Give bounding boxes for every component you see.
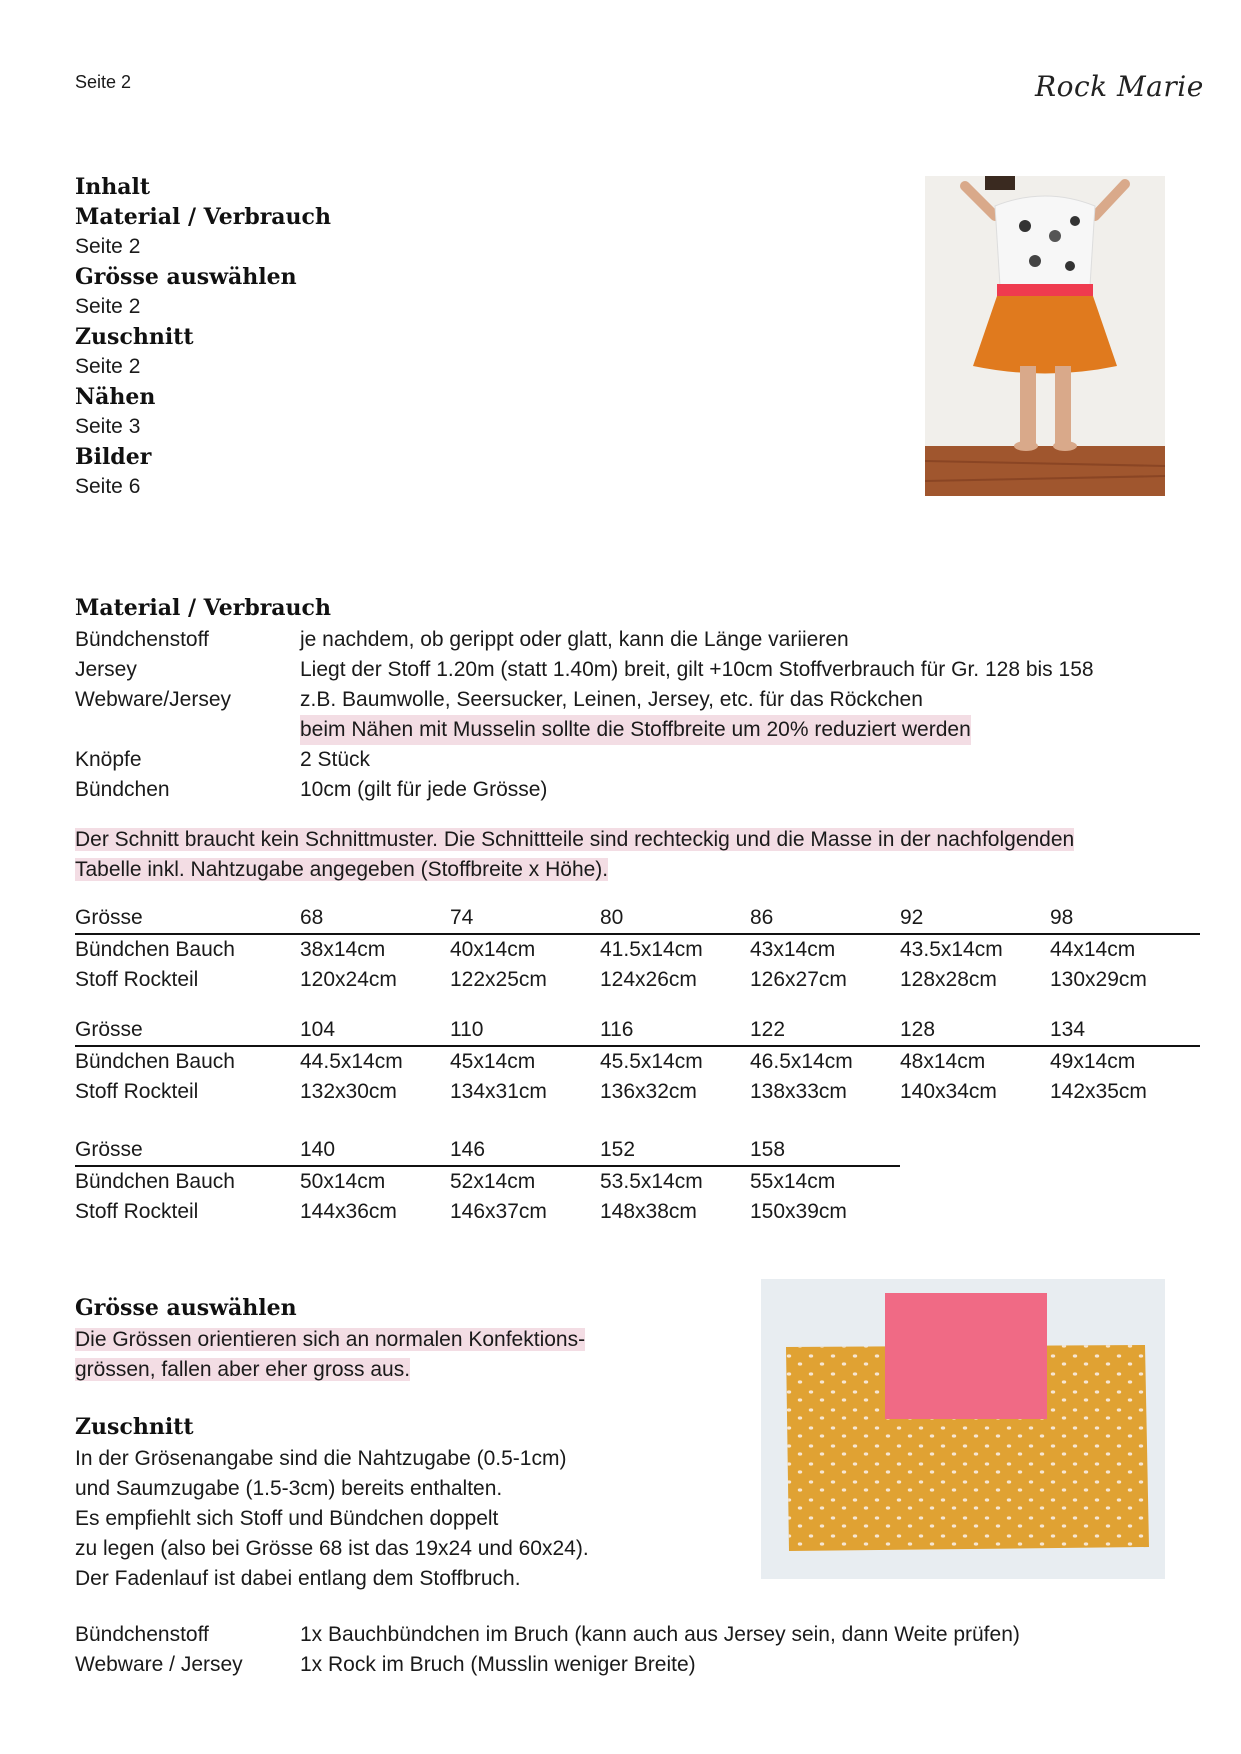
skirt-cell: 142x35cm: [1050, 1080, 1147, 1103]
skirt-cell: 126x27cm: [750, 968, 847, 991]
material-label: Webware/Jersey: [75, 688, 232, 711]
toc-item-title: Grösse auswählen: [75, 264, 297, 290]
logo: Rock Marie: [1035, 70, 1204, 103]
table-of-contents: [75, 172, 331, 502]
pattern-note-line: Der Schnitt braucht kein Schnittmuster. Die Schnittteile sind rechteckig und die Masse in der nachfolgenden: [75, 828, 1075, 851]
skirt-photo: [925, 176, 1165, 496]
pattern-note: [75, 825, 1165, 885]
skirt-cell: 120x24cm: [300, 968, 397, 991]
size-cell: 140: [300, 1135, 450, 1166]
toc-item-page: Seite 6: [75, 475, 141, 498]
row-label: Bündchen Bauch: [75, 1050, 235, 1073]
size-cell: 98: [1050, 903, 1200, 934]
size-table: [75, 903, 1200, 995]
size-row: [75, 1135, 900, 1166]
waistband-cell: 52x14cm: [450, 1170, 536, 1193]
size-select-line: Die Grössen orientieren sich an normalen Konfektions-: [75, 1328, 586, 1351]
waistband-cell: 55x14cm: [750, 1170, 836, 1193]
cutting-text: [75, 1444, 589, 1594]
cutting-heading: Zuschnitt: [75, 1414, 194, 1440]
size-cell: 86: [750, 903, 900, 934]
size-cell: 104: [300, 1015, 450, 1046]
material-label: Bündchenstoff: [75, 628, 209, 651]
material-row: [75, 685, 1175, 715]
skirt-cell: 140x34cm: [900, 1080, 997, 1103]
skirt-cell: 148x38cm: [600, 1200, 697, 1223]
size-cell: 158: [750, 1135, 900, 1166]
size-table: [75, 1135, 900, 1227]
waistband-cell: 44.5x14cm: [300, 1050, 403, 1073]
cutting-label: Bündchenstoff: [75, 1623, 209, 1646]
pattern-note-line: Tabelle inkl. Nahtzugabe angegeben (Stoffbreite x Höhe).: [75, 858, 609, 881]
skirt-row: [75, 965, 1200, 995]
waistband-cell: 44x14cm: [1050, 938, 1136, 961]
material-row: [75, 655, 1175, 685]
size-cell: 92: [900, 903, 1050, 934]
toc-item-page: Seite 2: [75, 235, 141, 258]
material-label: Bündchen: [75, 778, 170, 801]
skirt-cell: 130x29cm: [1050, 968, 1147, 991]
skirt-cell: 122x25cm: [450, 968, 547, 991]
waistband-cell: 45x14cm: [450, 1050, 536, 1073]
waistband-row: [75, 1046, 1200, 1077]
row-label: Grösse: [75, 1135, 300, 1166]
size-cell: 152: [600, 1135, 750, 1166]
size-cell: 116: [600, 1015, 750, 1046]
material-label: Jersey: [75, 658, 137, 681]
skirt-cell: 124x26cm: [600, 968, 697, 991]
size-row: [75, 1015, 1200, 1046]
material-value: 2 Stück: [300, 748, 371, 771]
size-cell: 74: [450, 903, 600, 934]
size-cell: 110: [450, 1015, 600, 1046]
cutting-line: und Saumzugabe (1.5-3cm) bereits enthalten.: [75, 1477, 503, 1500]
skirt-cell: 128x28cm: [900, 968, 997, 991]
material-heading: Material / Verbrauch: [75, 595, 331, 621]
waistband-cell: 40x14cm: [450, 938, 536, 961]
skirt-cell: 146x37cm: [450, 1200, 547, 1223]
skirt-cell: 138x33cm: [750, 1080, 847, 1103]
material-label: Knöpfe: [75, 748, 142, 771]
skirt-cell: 144x36cm: [300, 1200, 397, 1223]
waistband-cell: 45.5x14cm: [600, 1050, 703, 1073]
cutting-row: [75, 1620, 1175, 1650]
toc-item-page: Seite 2: [75, 295, 141, 318]
material-row: [75, 625, 1175, 655]
skirt-cell: 150x39cm: [750, 1200, 847, 1223]
size-cell: 122: [750, 1015, 900, 1046]
waistband-row: [75, 934, 1200, 965]
size-cell: 146: [450, 1135, 600, 1166]
toc-title: Inhalt: [75, 174, 151, 200]
waistband-cell: 53.5x14cm: [600, 1170, 703, 1193]
toc-item-title: Nähen: [75, 384, 156, 410]
material-row: [75, 775, 1175, 805]
waistband-cell: 43x14cm: [750, 938, 836, 961]
skirt-cell: 132x30cm: [300, 1080, 397, 1103]
cutting-value: 1x Rock im Bruch (Musslin weniger Breite): [300, 1653, 696, 1676]
waistband-cell: 38x14cm: [300, 938, 386, 961]
row-label: Grösse: [75, 1015, 300, 1046]
material-row: [75, 715, 1175, 745]
size-cell: 128: [900, 1015, 1050, 1046]
size-cell: 80: [600, 903, 750, 934]
toc-item-title: Zuschnitt: [75, 324, 194, 350]
skirt-cell: 134x31cm: [450, 1080, 547, 1103]
row-label: Grösse: [75, 903, 300, 934]
cutting-value: 1x Bauchbündchen im Bruch (kann auch aus Jersey sein, dann Weite prüfen): [300, 1623, 1020, 1646]
fabric-photo-illustration: [761, 1279, 1165, 1579]
fabric-photo: [761, 1279, 1165, 1579]
material-row: [75, 745, 1175, 775]
cutting-row: [75, 1650, 1175, 1680]
toc-item-page: Seite 3: [75, 415, 141, 438]
cutting-label: Webware / Jersey: [75, 1653, 243, 1676]
row-label: Bündchen Bauch: [75, 1170, 235, 1193]
skirt-cell: 136x32cm: [600, 1080, 697, 1103]
waistband-row: [75, 1166, 900, 1197]
size-select-line: grössen, fallen aber eher gross aus.: [75, 1358, 411, 1381]
toc-item-page: Seite 2: [75, 355, 141, 378]
page-number: Seite 2: [75, 72, 132, 92]
waistband-cell: 49x14cm: [1050, 1050, 1136, 1073]
size-table: [75, 1015, 1200, 1107]
skirt-photo-illustration: [925, 176, 1165, 496]
cutting-list: [75, 1620, 1175, 1680]
waistband-cell: 43.5x14cm: [900, 938, 1003, 961]
row-label: Bündchen Bauch: [75, 938, 235, 961]
size-row: [75, 903, 1200, 934]
row-label: Stoff Rockteil: [75, 968, 199, 991]
size-select-text: [75, 1325, 585, 1385]
toc-item-title: Material / Verbrauch: [75, 204, 331, 230]
waistband-cell: 46.5x14cm: [750, 1050, 853, 1073]
cutting-line: In der Grösenangabe sind die Nahtzugabe (0.5-1cm): [75, 1447, 567, 1470]
row-label: Stoff Rockteil: [75, 1200, 199, 1223]
waistband-cell: 48x14cm: [900, 1050, 986, 1073]
toc-item-title: Bilder: [75, 444, 152, 470]
skirt-row: [75, 1077, 1200, 1107]
cutting-line: Der Fadenlauf ist dabei entlang dem Stoffbruch.: [75, 1567, 521, 1590]
material-value: Liegt der Stoff 1.20m (statt 1.40m) breit, gilt +10cm Stoffverbrauch für Gr. 128 bis 158: [300, 658, 1094, 681]
skirt-row: [75, 1197, 900, 1227]
size-cell: 134: [1050, 1015, 1200, 1046]
material-list: [75, 625, 1175, 805]
cutting-line: zu legen (also bei Grösse 68 ist das 19x24 und 60x24).: [75, 1537, 589, 1560]
material-value: z.B. Baumwolle, Seersucker, Leinen, Jersey, etc. für das Röckchen: [300, 688, 923, 711]
size-cell: 68: [300, 903, 450, 934]
row-label: Stoff Rockteil: [75, 1080, 199, 1103]
size-select-heading: Grösse auswählen: [75, 1295, 297, 1321]
cutting-line: Es empfiehlt sich Stoff und Bündchen doppelt: [75, 1507, 499, 1530]
material-value: 10cm (gilt für jede Grösse): [300, 778, 548, 801]
waistband-cell: 41.5x14cm: [600, 938, 703, 961]
waistband-cell: 50x14cm: [300, 1170, 386, 1193]
material-value: je nachdem, ob gerippt oder glatt, kann die Länge variieren: [300, 628, 849, 651]
material-value-highlighted: beim Nähen mit Musselin sollte die Stoffbreite um 20% reduziert werden: [300, 715, 971, 745]
